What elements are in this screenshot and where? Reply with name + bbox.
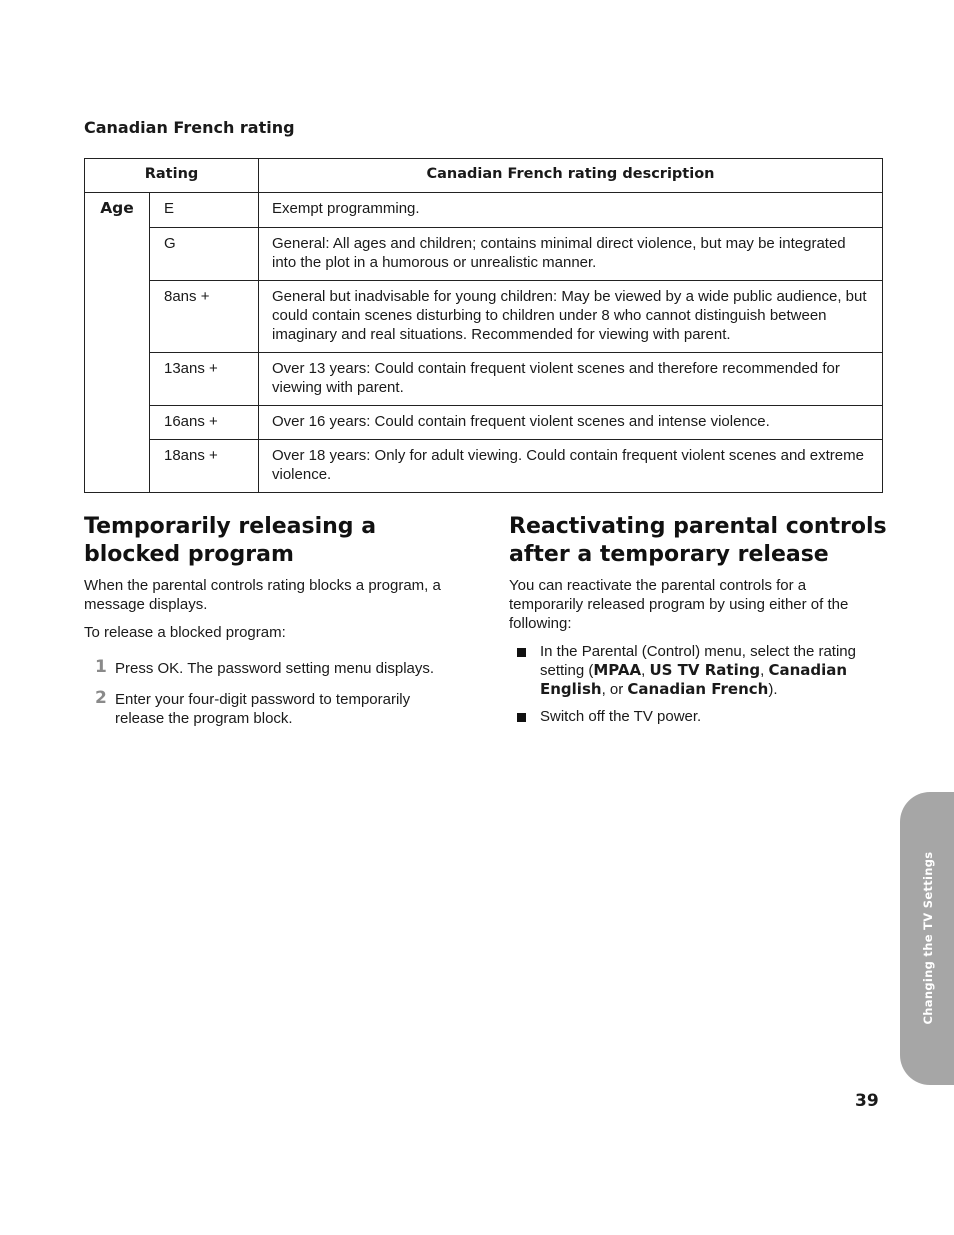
step-item	[84, 690, 456, 728]
table-row	[85, 406, 883, 440]
separator: ,	[760, 662, 769, 679]
square-bullet-icon	[517, 648, 526, 657]
step-text: Enter your four-digit password to temporarily release the program block.	[115, 691, 411, 727]
option-canadian-english: Canadian English	[540, 661, 848, 698]
right-heading: Reactivating parental controls after a temporary release	[509, 514, 887, 567]
option-us-tv-rating: US TV Rating	[649, 661, 761, 679]
category-age: Age	[85, 193, 150, 493]
left-lead: To release a blocked program:	[84, 624, 286, 641]
table-header-row	[85, 159, 883, 193]
left-intro: When the parental controls rating blocks a program, a message displays.	[84, 577, 441, 613]
table-row	[85, 353, 883, 406]
header-rating: Rating	[85, 159, 259, 193]
header-description: Canadian French rating description	[259, 159, 883, 193]
list-item	[509, 707, 861, 726]
rating-code: 8ans +	[150, 281, 259, 353]
bullet-text-end: ).	[768, 681, 778, 698]
rating-description: General but inadvisable for young children: May be viewed by a wide public audience, but could contain scenes disturbing to children under 8 who cannot distinguish between imaginary and real situations. Recommended for viewing with parent.	[259, 281, 883, 353]
table-row	[85, 228, 883, 281]
bullet-list	[509, 642, 861, 726]
option-canadian-french: Canadian French	[627, 680, 769, 698]
rating-code: E	[150, 193, 259, 228]
square-bullet-icon	[517, 713, 526, 722]
table-row	[85, 193, 883, 228]
rating-code: 13ans +	[150, 353, 259, 406]
table-title: Canadian French rating	[84, 118, 295, 137]
table-row	[85, 440, 883, 493]
left-column	[84, 576, 456, 740]
rating-description: Over 18 years: Only for adult viewing. Could contain frequent violent scenes and extreme violence.	[259, 440, 883, 493]
step-text: Press OK. The password setting menu displays.	[115, 660, 435, 677]
left-heading: Temporarily releasing a blocked program	[84, 514, 377, 567]
rating-description: Over 13 years: Could contain frequent violent scenes and therefore recommended for viewing with parent.	[259, 353, 883, 406]
separator: , or	[601, 681, 628, 698]
bullet-text: In the Parental (Control) menu, select the rating setting (	[540, 643, 856, 679]
rating-description: General: All ages and children; contains minimal direct violence, but may be integrated into the plot in a humorous or unrealistic manner.	[259, 228, 883, 281]
right-column	[509, 576, 861, 734]
rating-description: Over 16 years: Could contain frequent violent scenes and intense violence.	[259, 406, 883, 440]
step-number: 2	[95, 688, 107, 708]
rating-code: 18ans +	[150, 440, 259, 493]
rating-code: 16ans +	[150, 406, 259, 440]
separator: ,	[641, 662, 650, 679]
canadian-french-rating-table	[84, 158, 883, 493]
page-number: 39	[855, 1091, 879, 1111]
right-intro: You can reactivate the parental controls for a temporarily released program by using either of the following:	[509, 577, 849, 632]
rating-code: G	[150, 228, 259, 281]
chapter-tab-label: Changing the TV Settings	[921, 851, 935, 1025]
list-item	[509, 642, 861, 699]
bullet-text: Switch off the TV power.	[540, 708, 702, 725]
table-row	[85, 281, 883, 353]
step-item	[84, 659, 456, 678]
step-number: 1	[95, 657, 107, 677]
option-mpaa: MPAA	[593, 661, 642, 679]
rating-description: Exempt programming.	[259, 193, 883, 228]
